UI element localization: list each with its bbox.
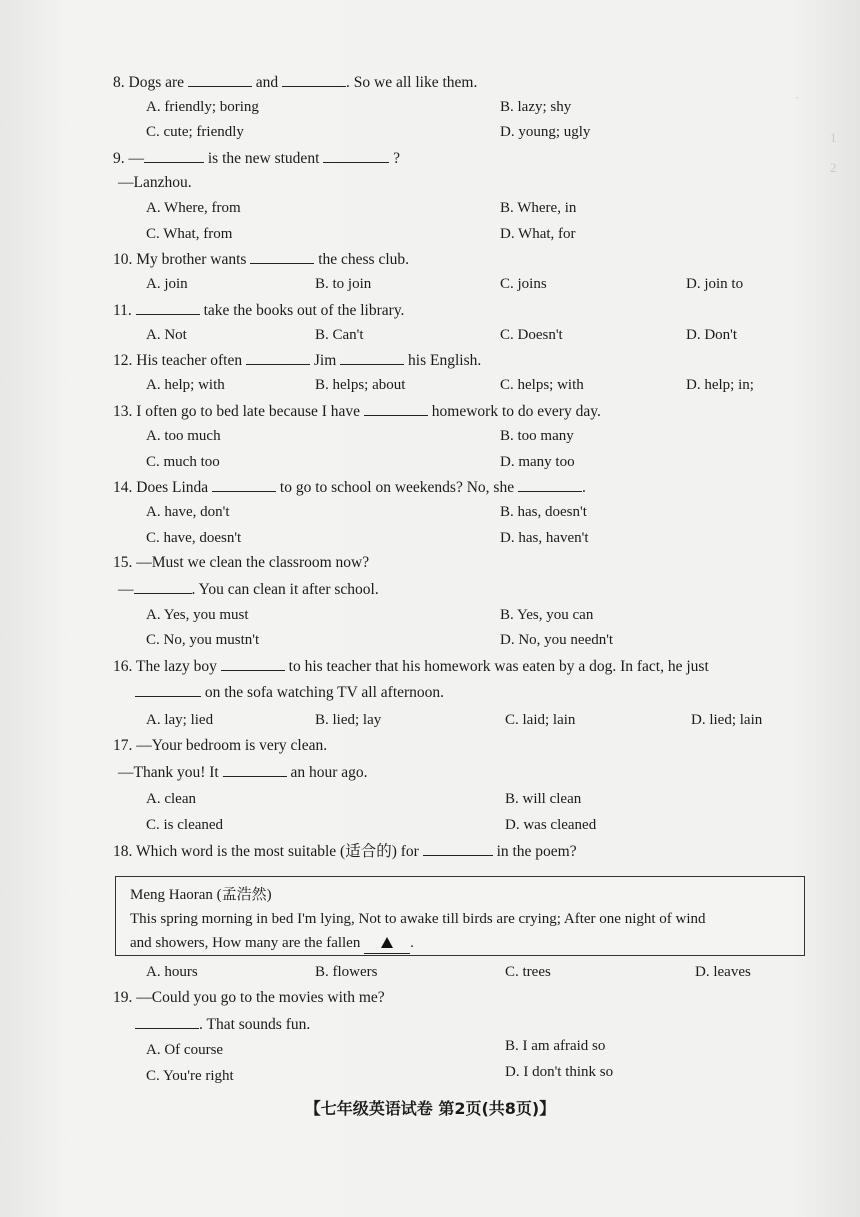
option-19a[interactable]: A. Of course	[146, 1042, 224, 1058]
question-10: 10. My brother wants the chess club.	[113, 251, 410, 268]
triangle-marker-icon	[381, 937, 393, 948]
option-14d[interactable]: D. has, haven't	[500, 530, 589, 546]
option-17c[interactable]: C. is cleaned	[146, 817, 224, 833]
option-18c[interactable]: C. trees	[505, 964, 551, 980]
option-11c[interactable]: C. Doesn't	[500, 327, 563, 343]
poem-author: Meng Haoran (孟浩然)	[130, 887, 272, 903]
poem-line-1: This spring morning in bed I'm lying, Not to awake till birds are crying; After one night of wind	[130, 911, 706, 927]
option-15d[interactable]: D. No, you needn't	[500, 632, 614, 648]
question-9-reply: —Lanzhou.	[118, 174, 192, 191]
option-11d[interactable]: D. Don't	[686, 327, 738, 343]
option-19c[interactable]: C. You're right	[146, 1068, 234, 1084]
question-16: 16. The lazy boy to his teacher that his homework was eaten by a dog. In fact, he just	[113, 658, 709, 675]
option-8a[interactable]: A. friendly; boring	[146, 99, 259, 115]
option-10c[interactable]: C. joins	[500, 276, 547, 292]
option-19d[interactable]: D. I don't think so	[505, 1064, 614, 1080]
option-9a[interactable]: A. Where, from	[146, 200, 241, 216]
option-12a[interactable]: A. help; with	[146, 377, 225, 393]
option-10a[interactable]: A. join	[146, 276, 188, 292]
option-9d[interactable]: D. What, for	[500, 226, 576, 242]
option-15a[interactable]: A. Yes, you must	[146, 607, 249, 623]
bleed-mark: 1	[830, 130, 837, 145]
question-18: 18. Which word is the most suitable (适合的) for in the poem?	[113, 843, 577, 860]
option-11a[interactable]: A. Not	[146, 327, 187, 343]
option-17d[interactable]: D. was cleaned	[505, 817, 597, 833]
question-19-reply: . That sounds fun.	[135, 1014, 310, 1035]
option-16c[interactable]: C. laid; lain	[505, 712, 576, 728]
option-11b[interactable]: B. Can't	[315, 327, 364, 343]
option-13c[interactable]: C. much too	[146, 454, 220, 470]
question-13: 13. I often go to bed late because I have homework to do every day.	[113, 403, 601, 420]
poem-box	[115, 876, 805, 956]
option-18b[interactable]: B. flowers	[315, 964, 378, 980]
question-14: 14. Does Linda to go to school on weekends? No, she .	[113, 479, 586, 496]
question-15-reply: — . You can clean it after school.	[118, 581, 379, 598]
question-17-reply: —Thank you! It an hour ago.	[118, 764, 368, 781]
option-19b[interactable]: B. I am afraid so	[505, 1038, 606, 1054]
question-8: 8. Dogs are and . So we all like them.	[113, 74, 478, 91]
option-8b[interactable]: B. lazy; shy	[500, 99, 572, 115]
option-15b[interactable]: B. Yes, you can	[500, 607, 594, 623]
option-12d[interactable]: D. help; in;	[686, 377, 754, 393]
option-17b[interactable]: B. will clean	[505, 791, 582, 807]
option-16d[interactable]: D. lied; lain	[691, 712, 763, 728]
option-18d[interactable]: D. leaves	[695, 964, 751, 980]
bleed-mark: 2	[830, 160, 837, 175]
question-11: 11. take the books out of the library.	[113, 302, 405, 319]
question-15: 15. —Must we clean the classroom now?	[113, 554, 370, 571]
poem-line-2: and showers, How many are the fallen .	[130, 933, 414, 954]
option-16a[interactable]: A. lay; lied	[146, 712, 214, 728]
option-10d[interactable]: D. join to	[686, 276, 744, 292]
option-15c[interactable]: C. No, you mustn't	[146, 632, 260, 648]
option-16b[interactable]: B. lied; lay	[315, 712, 382, 728]
page-footer: 【七年级英语试卷 第2页(共8页)】	[304, 1099, 556, 1118]
poem-blank	[364, 933, 410, 954]
bleed-mark: ·	[795, 90, 800, 105]
option-14c[interactable]: C. have, doesn't	[146, 530, 242, 546]
option-8c[interactable]: C. cute; friendly	[146, 124, 244, 140]
question-17: 17. —Your bedroom is very clean.	[113, 737, 328, 754]
option-9b[interactable]: B. Where, in	[500, 200, 577, 216]
option-8d[interactable]: D. young; ugly	[500, 124, 591, 140]
option-10b[interactable]: B. to join	[315, 276, 372, 292]
option-13b[interactable]: B. too many	[500, 428, 574, 444]
option-17a[interactable]: A. clean	[146, 791, 196, 807]
option-12c[interactable]: C. helps; with	[500, 377, 584, 393]
option-18a[interactable]: A. hours	[146, 964, 198, 980]
question-19: 19. —Could you go to the movies with me?	[113, 989, 385, 1006]
question-12: 12. His teacher often Jim his English.	[113, 352, 482, 369]
option-14a[interactable]: A. have, don't	[146, 504, 230, 520]
option-14b[interactable]: B. has, doesn't	[500, 504, 587, 520]
option-13a[interactable]: A. too much	[146, 428, 221, 444]
option-13d[interactable]: D. many too	[500, 454, 575, 470]
question-9: 9. — is the new student ?	[113, 150, 401, 167]
question-16-cont: on the sofa watching TV all afternoon.	[135, 682, 444, 703]
option-12b[interactable]: B. helps; about	[315, 377, 406, 393]
option-9c[interactable]: C. What, from	[146, 226, 233, 242]
